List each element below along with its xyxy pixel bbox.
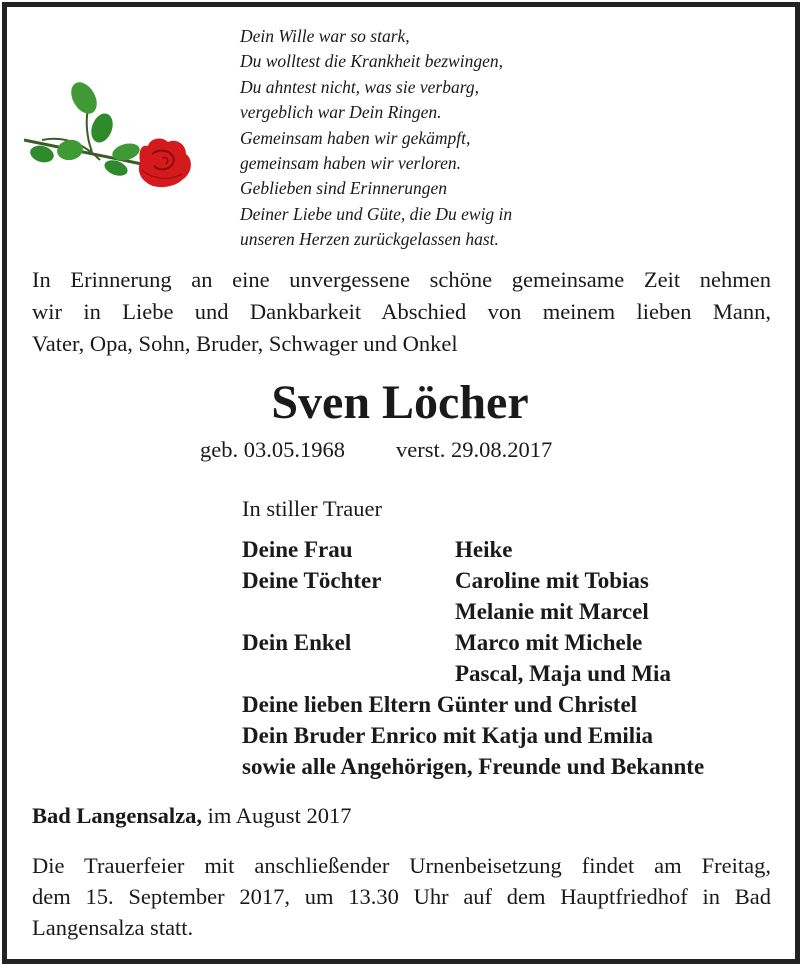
mourners-list xyxy=(242,534,704,782)
town: Bad Langensalza, xyxy=(32,803,203,828)
mourner-relation: Deine Töchter xyxy=(242,568,382,593)
intro-line: wir in Liebe und Dankbarkeit Abschied von meinem lieben Mann, xyxy=(32,299,771,324)
rose-icon xyxy=(22,78,202,190)
intro-text xyxy=(32,264,771,360)
mourner-names: Pascal, Maja und Mia xyxy=(455,661,671,686)
mourner-names: Marco mit Michele xyxy=(455,630,643,655)
ceremony-text xyxy=(32,850,771,943)
ceremony-line: dem 15. September 2017, um 13.30 Uhr auf dem Hauptfriedhof in Bad xyxy=(32,884,771,909)
intro-line: In Erinnerung an eine unvergessene schöne gemeinsame Zeit nehmen xyxy=(32,267,771,292)
mourner-line: Deine lieben Eltern Günter und Christel xyxy=(242,692,638,717)
notice-date: im August 2017 xyxy=(207,803,352,828)
mourner-row xyxy=(242,565,704,596)
mourning-intro: In stiller Trauer xyxy=(242,496,382,521)
mourner-row xyxy=(242,596,704,627)
mourner-names: Caroline mit Tobias xyxy=(455,568,649,593)
poem-line: Du ahntest nicht, was sie verbarg, xyxy=(240,76,479,97)
poem-line: vergeblich war Dein Ringen. xyxy=(240,102,442,123)
poem-line: Geblieben sind Erinnerungen xyxy=(240,178,448,199)
poem-line: Deiner Liebe und Güte, die Du ewig in xyxy=(240,203,513,224)
deceased-name: Sven Löcher xyxy=(271,376,529,429)
mourner-names: Heike xyxy=(455,537,513,562)
poem-line: unseren Herzen zurückgelassen hast. xyxy=(240,229,499,250)
mourner-row xyxy=(242,534,704,565)
poem-line: Gemeinsam haben wir gekämpft, xyxy=(240,127,471,148)
death-date: verst. 29.08.2017 xyxy=(396,437,553,462)
poem-line: Dein Wille war so stark, xyxy=(240,26,410,46)
poem-line: Du wolltest die Krankheit bezwingen, xyxy=(240,51,503,72)
poem xyxy=(240,24,600,253)
mourner-row xyxy=(242,627,704,658)
place-date xyxy=(32,800,351,832)
poem-line: gemeinsam haben wir verloren. xyxy=(240,153,461,174)
intro-line: Vater, Opa, Sohn, Bruder, Schwager und Onkel xyxy=(32,331,458,356)
mourner-line: sowie alle Angehörigen, Freunde und Bekannte xyxy=(242,754,705,779)
birth-date: geb. 03.05.1968 xyxy=(200,437,345,462)
mourner-line: Dein Bruder Enrico mit Katja und Emilia xyxy=(242,723,654,748)
mourner-relation: Deine Frau xyxy=(242,537,353,562)
mourner-relation: Dein Enkel xyxy=(242,630,352,655)
ceremony-line: Langensalza statt. xyxy=(32,915,194,940)
mourner-relation xyxy=(242,658,455,689)
life-dates xyxy=(200,435,552,465)
ceremony-line: Die Trauerfeier mit anschließender Urnenbeisetzung findet am Freitag, xyxy=(32,853,771,878)
mourner-row xyxy=(242,658,704,689)
mourner-names: Melanie mit Marcel xyxy=(455,599,649,624)
mourner-relation xyxy=(242,596,455,627)
